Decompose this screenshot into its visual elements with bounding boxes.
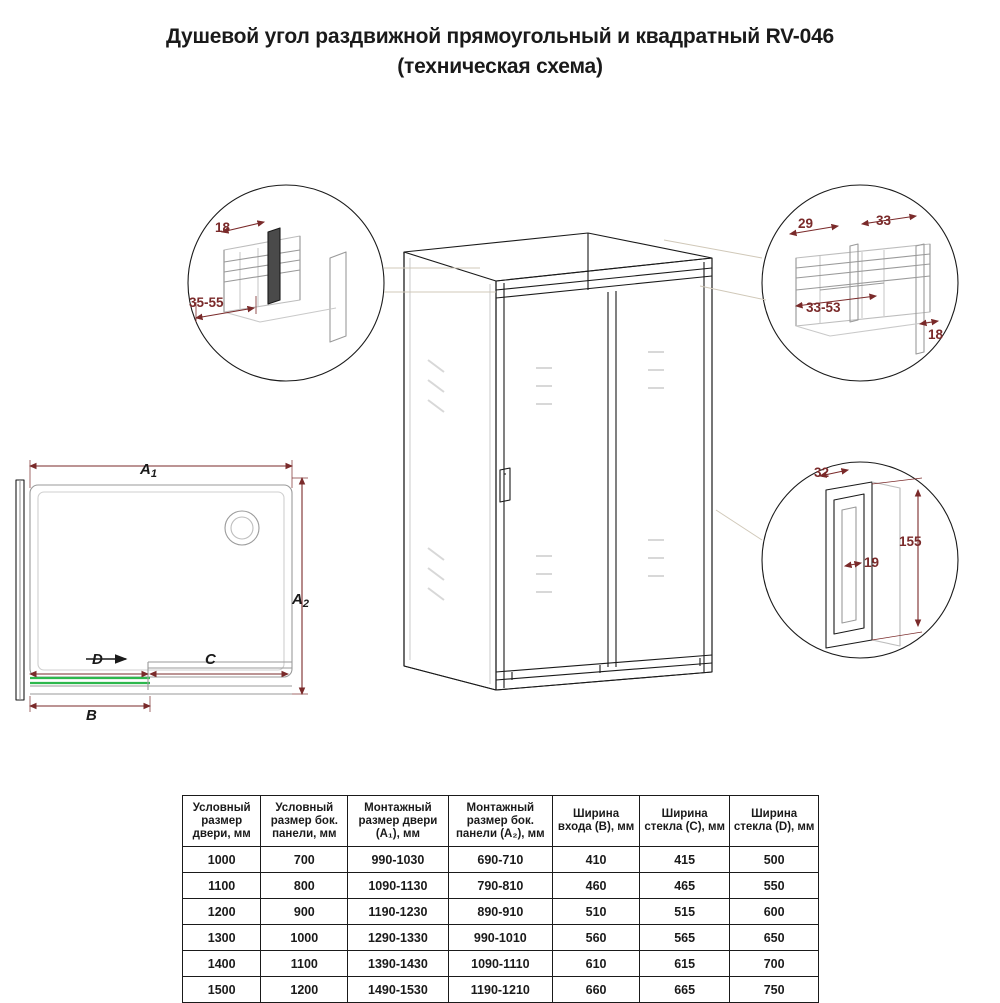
cell: 500 <box>730 847 819 873</box>
plan-label-d: D <box>92 651 103 668</box>
plan-label-c: C <box>205 651 216 668</box>
cell: 800 <box>261 873 348 899</box>
cell: 410 <box>553 847 640 873</box>
main-enclosure-3d <box>404 233 712 690</box>
dim-bottom-right-155: 155 <box>899 534 922 549</box>
cell: 1090-1130 <box>348 873 448 899</box>
cell: 1290-1330 <box>348 925 448 951</box>
plan-label-a1: $A_1$ <box>140 461 157 480</box>
dim-top-right-33: 33 <box>876 213 892 228</box>
cell: 660 <box>553 977 640 1003</box>
cell: 1100 <box>183 873 261 899</box>
callout-top-left <box>188 185 496 381</box>
specifications-table <box>182 795 819 1003</box>
cell: 1190-1210 <box>448 977 553 1003</box>
cell: 1090-1110 <box>448 951 553 977</box>
cell: 700 <box>261 847 348 873</box>
cell: 1500 <box>183 977 261 1003</box>
cell: 1300 <box>183 925 261 951</box>
table-header-row <box>183 796 819 847</box>
callout-bottom-right <box>716 462 958 658</box>
cell: 650 <box>730 925 819 951</box>
cell: 465 <box>640 873 730 899</box>
dim-bottom-right-32: 32 <box>814 465 830 480</box>
cell: 1490-1530 <box>348 977 448 1003</box>
cell: 1000 <box>261 925 348 951</box>
cell: 900 <box>261 899 348 925</box>
plan-label-a2: $A_2$ <box>292 591 309 610</box>
cell: 610 <box>553 951 640 977</box>
cell: 690-710 <box>448 847 553 873</box>
cell: 1100 <box>261 951 348 977</box>
cell: 790-810 <box>448 873 553 899</box>
callout-top-right <box>664 185 958 381</box>
dim-bottom-right-19: 19 <box>864 555 880 570</box>
cell: 1400 <box>183 951 261 977</box>
cell: 510 <box>553 899 640 925</box>
cell: 990-1030 <box>348 847 448 873</box>
dim-top-right-33-53: 33-53 <box>806 300 841 315</box>
cell: 565 <box>640 925 730 951</box>
cell: 550 <box>730 873 819 899</box>
cell: 460 <box>553 873 640 899</box>
cell: 615 <box>640 951 730 977</box>
cell: 990-1010 <box>448 925 553 951</box>
table-row <box>183 951 819 977</box>
page-title-line1: Душевой угол раздвижной прямоугольный и квадратный RV-046 <box>165 25 835 48</box>
cell: 600 <box>730 899 819 925</box>
table-row <box>183 847 819 873</box>
dim-top-left-18: 18 <box>215 220 231 235</box>
col-header-door-nominal: Условный размер двери, мм <box>183 796 261 847</box>
page-title-line2: (техническая схема) <box>397 55 603 78</box>
cell: 560 <box>553 925 640 951</box>
cell: 750 <box>730 977 819 1003</box>
cell: 515 <box>640 899 730 925</box>
cell: 1000 <box>183 847 261 873</box>
cell: 1390-1430 <box>348 951 448 977</box>
col-header-door-mount: Монтажный размер двери (A₁), мм <box>348 796 448 847</box>
cell: 700 <box>730 951 819 977</box>
plan-label-b: B <box>86 707 97 724</box>
col-header-glass-d: Ширина стекла (D), мм <box>730 796 819 847</box>
col-header-glass-c: Ширина стекла (C), мм <box>640 796 730 847</box>
cell: 415 <box>640 847 730 873</box>
cell: 1200 <box>261 977 348 1003</box>
plan-view <box>16 460 308 712</box>
cell: 1200 <box>183 899 261 925</box>
cell: 890-910 <box>448 899 553 925</box>
cell: 1190-1230 <box>348 899 448 925</box>
dim-top-right-29: 29 <box>798 216 814 231</box>
table-row <box>183 925 819 951</box>
table-row <box>183 977 819 1003</box>
col-header-panel-mount: Монтажный размер бок. панели (A₂), мм <box>448 796 553 847</box>
cell: 665 <box>640 977 730 1003</box>
col-header-panel-nominal: Условный размер бок. панели, мм <box>261 796 348 847</box>
dim-top-right-18: 18 <box>928 327 944 342</box>
col-header-entry-width: Ширина входа (B), мм <box>553 796 640 847</box>
table-row <box>183 873 819 899</box>
table-row <box>183 899 819 925</box>
dim-top-left-35-55: 35-55 <box>189 295 224 310</box>
